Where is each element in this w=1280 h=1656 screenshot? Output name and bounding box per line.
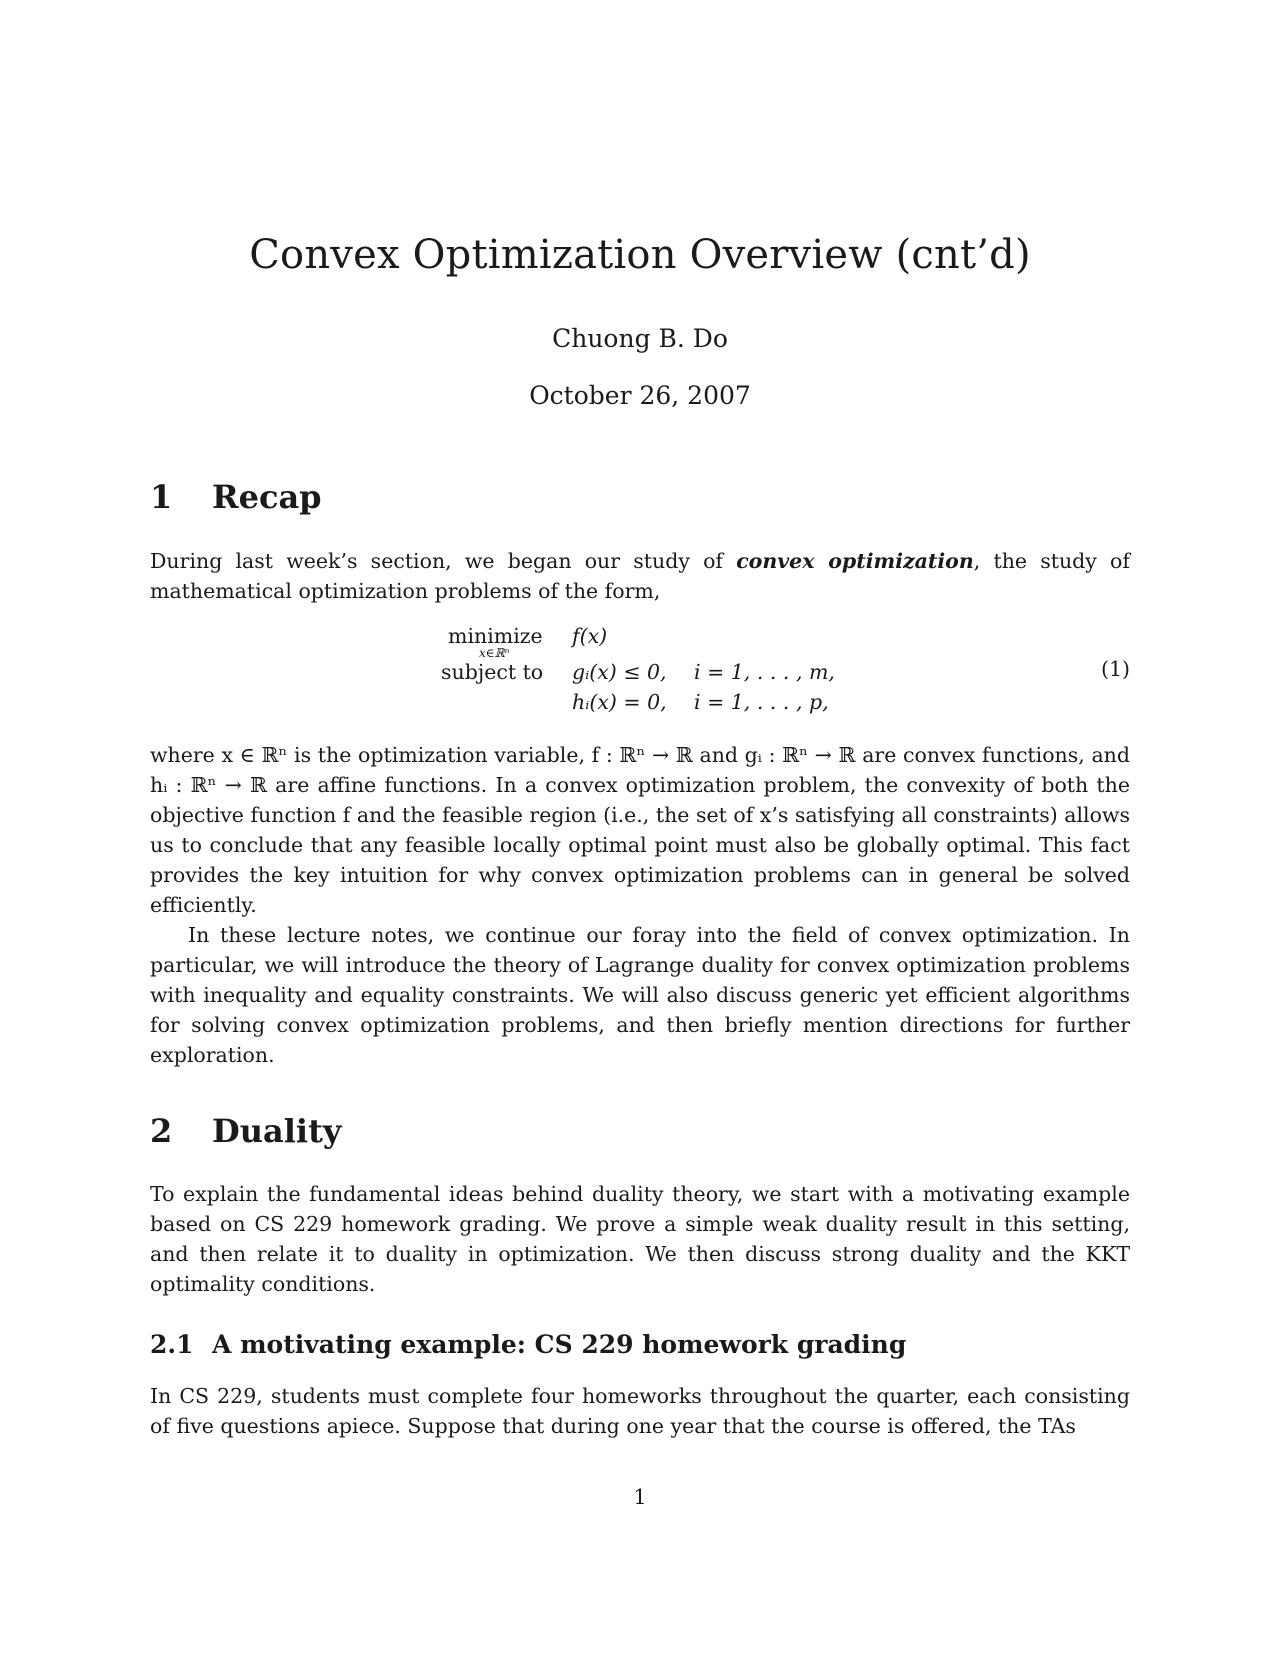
paper-title: Convex Optimization Overview (cnt’d) xyxy=(249,232,1031,278)
subsection-number: 2.1 xyxy=(150,1330,194,1359)
equality-constraint: hᵢ(x) = 0, xyxy=(572,690,667,714)
subsection-title: A motivating example: CS 229 homework grading xyxy=(212,1330,907,1359)
section-number: 1 xyxy=(150,478,173,516)
section-heading-recap xyxy=(150,478,322,516)
optimization-problem xyxy=(0,621,1280,721)
equality-constraint-index: i = 1, . . . , p, xyxy=(694,690,829,714)
motivating-example-paragraph-1: In CS 229, students must complete four homeworks throughout the quarter, each consisting of five questions apiece. Suppose that during one year that the course is offered, the TAs xyxy=(150,1384,1130,1438)
minimize-subscript: x∈ℝⁿ xyxy=(479,646,510,660)
recap-paragraph-2: where x ∈ ℝⁿ is the optimization variable, f : ℝⁿ → ℝ and gᵢ : ℝⁿ → ℝ are convex functions, and hᵢ : ℝⁿ → ℝ are affine functions. In a convex optimization problem, the convexity of both the objective function f and the feasible region (i.e., the set of x’s satisfying all constraints) allows us to conclude that any feasible locally optimal point must also be globally optimal. This fact provides the key intuition for why convex optimization problems can in general be solved efficiently. xyxy=(150,743,1130,917)
section-title: Duality xyxy=(212,1112,342,1150)
subject-to-label: subject to xyxy=(441,660,544,684)
recap-p1-text-after: , the study of mathematical optimization problems of the form, xyxy=(150,549,1130,603)
recap-paragraph-1 xyxy=(150,546,1130,606)
duality-paragraph-1: To explain the fundamental ideas behind duality theory, we start with a motivating example based on CS 229 homework grading. We prove a simple weak duality result in this setting, and then relate it to duality in optimization. We then discuss strong duality and the KKT optimality conditions. xyxy=(150,1182,1130,1296)
section-number: 2 xyxy=(150,1112,173,1150)
inequality-constraint: gᵢ(x) ≤ 0, xyxy=(572,660,667,684)
recap-paragraph-3: In these lecture notes, we continue our foray into the field of convex optimization. In particular, we will introduce the theory of Lagrange duality for convex optimization problems with inequality and equality constraints. We will also discuss generic yet efficient algorithms for solving convex optimization problems, and then briefly mention directions for further exploration. xyxy=(150,923,1130,1067)
inequality-constraint-index: i = 1, . . . , m, xyxy=(694,660,835,684)
equation-number: (1) xyxy=(1100,657,1130,681)
objective-function: f(x) xyxy=(572,624,608,648)
minimize-label: minimize xyxy=(448,624,543,648)
paper-author: Chuong B. Do xyxy=(552,324,728,353)
page-number: 1 xyxy=(633,1485,647,1509)
section-title: Recap xyxy=(212,478,322,516)
recap-p1-text-before: During last week’s section, we began our study of xyxy=(150,549,737,573)
section-heading-duality xyxy=(150,1112,341,1150)
emphasis-convex-optimization: convex optimization xyxy=(736,549,974,573)
paper-date: October 26, 2007 xyxy=(529,381,751,410)
subsection-heading-motivating-example xyxy=(150,1330,906,1359)
